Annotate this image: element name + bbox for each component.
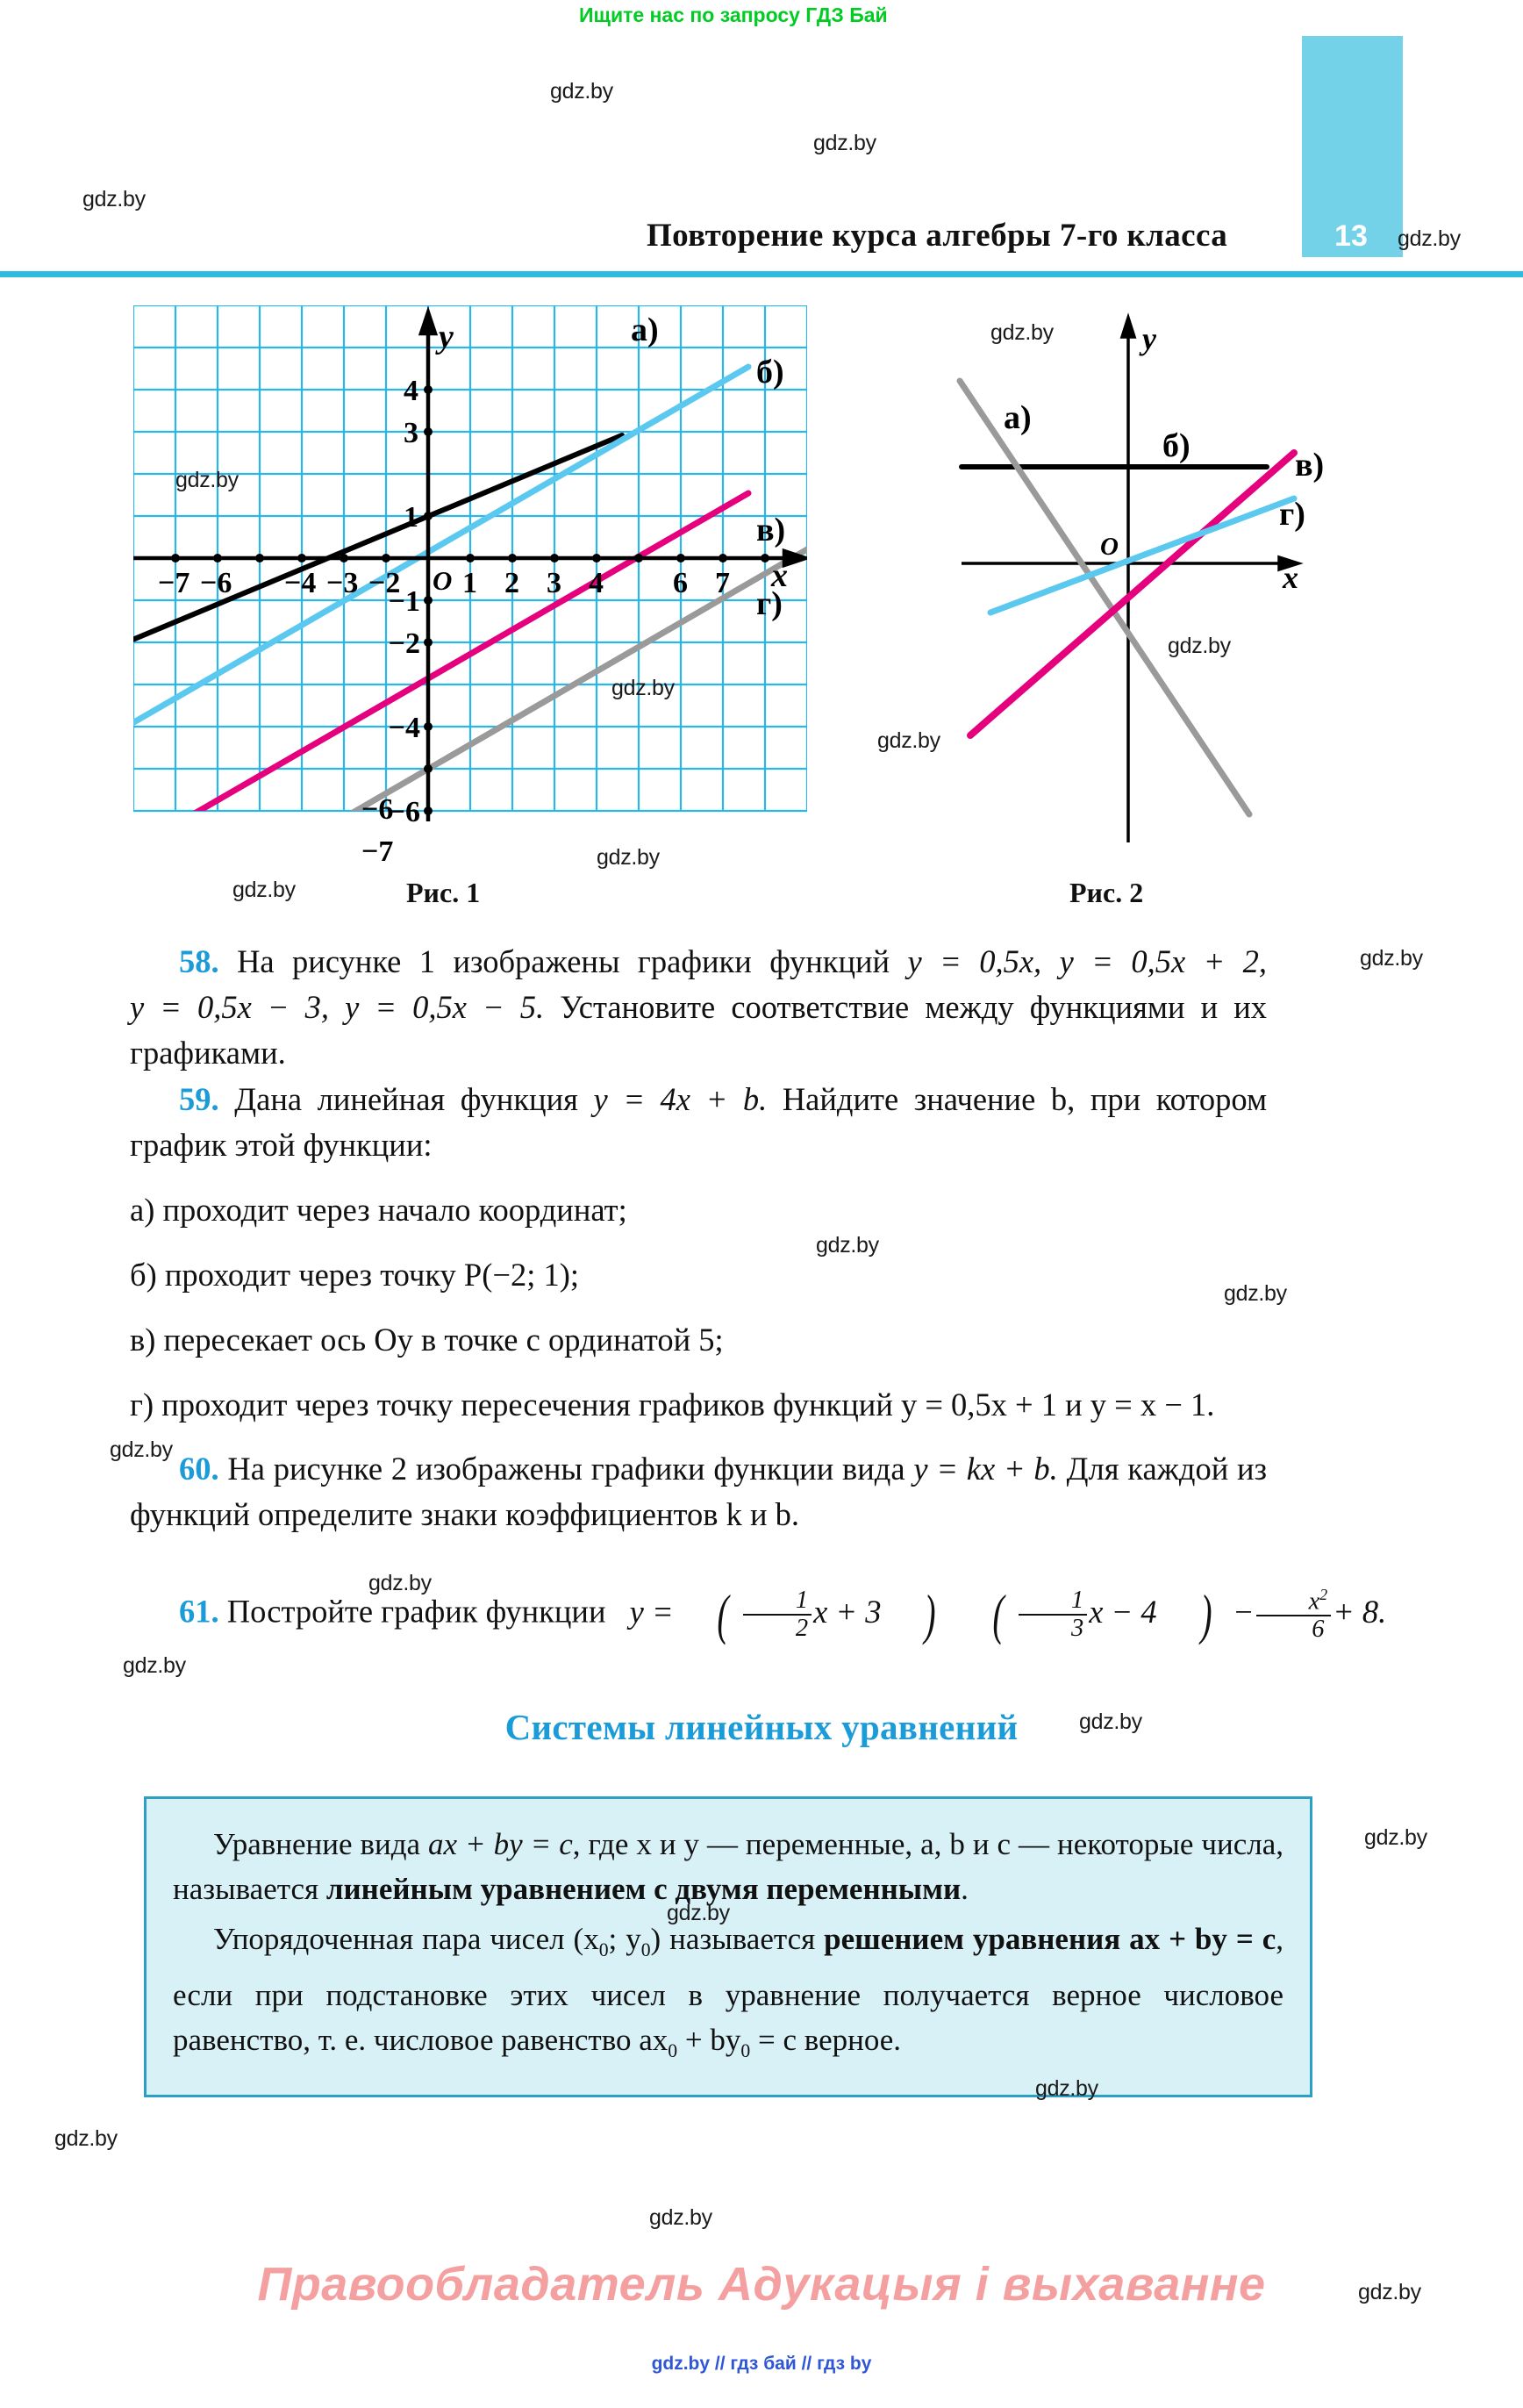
- exercise-59-item-a: а) проходит через начало координат;: [130, 1192, 627, 1228]
- watermark: gdz.by: [1035, 2076, 1098, 2101]
- watermark: gdz.by: [175, 468, 239, 492]
- svg-text:x: x: [771, 557, 788, 594]
- svg-text:O: O: [1100, 533, 1119, 561]
- watermark: gdz.by: [110, 1437, 173, 1462]
- svg-text:−2: −2: [388, 627, 420, 660]
- exercise-58-text-b: Установите соответствие между функциями и их графиками.: [130, 989, 1268, 1071]
- figure-1-caption: Рис. 1: [406, 877, 481, 908]
- svg-text:−6: −6: [388, 796, 420, 828]
- definition-paragraph-2: Упорядоченная пара чисел ($x_0$; $y_0$) называется решением уравнения ax + by = c, если при подстановке этих чисел в уравнение получается верное числовое равенство, т. е. числовое равенство $ax_0 + by_0 = c$ верное.: [173, 1922, 1283, 2061]
- exercise-59-item-g: г) проходит через точку пересечения графиков функций y = 0,5x + 1 и y = x − 1.: [130, 1387, 1215, 1423]
- svg-text:4: 4: [589, 567, 604, 599]
- watermark: gdz.by: [611, 676, 675, 700]
- fig2-label-g: г): [1279, 496, 1305, 533]
- exercise-59-formula: y = 4x + b.: [593, 1081, 768, 1117]
- svg-text:−4: −4: [284, 567, 317, 599]
- exercise-58-number: 58.: [179, 943, 219, 979]
- exercise-60: [130, 1446, 1267, 1537]
- fig1-label-g: г): [756, 585, 783, 622]
- svg-text:−2: −2: [368, 567, 401, 599]
- page-number: 13: [1334, 219, 1368, 253]
- svg-text:6: 6: [673, 567, 688, 599]
- fraction-one-third: $\frac{1}{3}$: [1019, 1587, 1087, 1642]
- fig2-label-b: б): [1162, 427, 1191, 464]
- watermark: gdz.by: [1398, 226, 1461, 251]
- exercise-61-f2-rest: x − 4: [1089, 1593, 1157, 1630]
- exercise-58-text-a: На рисунке 1 изображены графики функций: [237, 943, 890, 979]
- definition-paragraph-1: Уравнение вида ax + by = c, где x и y — переменные, a, b и c — некоторые числа, называется линейным уравнением с двумя переменными.: [173, 1827, 1283, 1906]
- fig1-label-a: а): [631, 312, 659, 348]
- svg-text:O: O: [433, 565, 453, 596]
- watermark: gdz.by: [368, 1571, 432, 1595]
- close-paren-icon: ): [924, 1583, 937, 1646]
- watermark: gdz.by: [1079, 1709, 1142, 1734]
- exercise-58-f1: y = 0,5x,: [907, 943, 1042, 979]
- watermark: gdz.by: [877, 728, 940, 753]
- exercise-60-formula: y = kx + b.: [913, 1451, 1058, 1487]
- svg-text:3: 3: [404, 417, 418, 449]
- svg-text:−6: −6: [200, 567, 232, 599]
- definition-box: [144, 1796, 1312, 2097]
- header-rule: [0, 271, 1523, 277]
- watermark: gdz.by: [54, 2126, 118, 2151]
- exercise-61-minus: −: [1233, 1593, 1255, 1630]
- fraction-one-half: $\frac{1}{2}$: [743, 1587, 812, 1642]
- figure-2: [870, 298, 1362, 860]
- exercise-58-f3: y = 0,5x − 3,: [130, 989, 330, 1025]
- exercise-61-lhs: y =: [629, 1593, 674, 1630]
- svg-text:y: y: [1142, 321, 1156, 356]
- page-title: Повторение курса алгебры 7-го класса: [647, 218, 1228, 254]
- watermark: gdz.by: [82, 187, 146, 211]
- svg-text:4: 4: [404, 375, 418, 407]
- exercise-61-number: 61.: [179, 1593, 219, 1630]
- watermark: gdz.by: [1224, 1281, 1287, 1306]
- watermark: gdz.by: [597, 845, 660, 870]
- footer-links[interactable]: gdz.by // гдз бай // гдз by: [651, 2354, 872, 2374]
- watermark: gdz.by: [816, 1233, 879, 1258]
- exercise-59-intro-a: Дана линейная функция: [234, 1081, 578, 1117]
- fig1-label-v: в): [756, 512, 786, 548]
- fig1-label-b: б): [756, 354, 784, 391]
- fig2-label-a: а): [1004, 399, 1032, 436]
- exercise-60-text-b: Для каждой из функций определите знаки коэффициентов k и b.: [130, 1451, 1268, 1532]
- svg-text:y: y: [439, 319, 454, 355]
- figure-1: y x O −7 −6 −4 −3 −2 1 2 3 4 6 7 4 3 1 −1 −2 −4 −6 а) б) в) г) −6 −7: [133, 305, 807, 854]
- exercise-59-item-v: в) пересекает ось Oy в точке с ординатой 5;: [130, 1322, 724, 1358]
- watermark: gdz.by: [667, 1901, 730, 1925]
- promo-banner: Ищите нас по запросу ГДЗ Бай: [579, 4, 888, 26]
- copyright-notice: Правообладатель Адукацыя і выхаванне: [257, 2258, 1266, 2311]
- svg-text:7: 7: [715, 567, 730, 599]
- watermark: gdz.by: [1360, 946, 1423, 971]
- svg-text:1: 1: [404, 501, 418, 534]
- watermark: gdz.by: [232, 878, 296, 902]
- svg-text:−4: −4: [388, 712, 420, 744]
- fig2-label-v: в): [1295, 447, 1325, 484]
- watermark: gdz.by: [1364, 1825, 1427, 1850]
- open-paren-icon: (: [716, 1583, 729, 1646]
- exercise-59-number: 59.: [179, 1081, 219, 1117]
- exercise-61-f1-rest: x + 3: [813, 1593, 882, 1630]
- svg-text:3: 3: [547, 567, 561, 599]
- exercise-61-text: Постройте график функции: [226, 1593, 606, 1630]
- watermark: gdz.by: [550, 79, 613, 104]
- exercise-59-intro-b: Найдите значение b, при котором график этой функции:: [130, 1081, 1268, 1163]
- close-paren-2-icon: ): [1199, 1583, 1212, 1646]
- svg-text:x: x: [1283, 560, 1298, 595]
- exercise-60-text-a: На рисунке 2 изображены графики функции вида: [227, 1451, 905, 1487]
- svg-text:2: 2: [504, 567, 519, 599]
- exercise-58: [130, 939, 1267, 1076]
- watermark: gdz.by: [990, 320, 1054, 345]
- watermark: gdz.by: [1358, 2280, 1421, 2304]
- figure-2-caption: Рис. 2: [1069, 877, 1144, 908]
- svg-text:−1: −1: [388, 585, 420, 618]
- watermark: gdz.by: [123, 1653, 186, 1678]
- fraction-x-squared-over-six: $\frac{x^2}{6}$: [1256, 1587, 1331, 1643]
- exercise-59: [130, 1077, 1267, 1428]
- section-title: Системы линейных уравнений: [504, 1707, 1019, 1747]
- exercise-59-item-b: б) проходит через точку P(−2; 1);: [130, 1257, 580, 1293]
- exercise-58-f4: y = 0,5x − 5.: [345, 989, 545, 1025]
- exercise-58-f2: y = 0,5x + 2,: [1059, 943, 1268, 979]
- watermark: gdz.by: [1168, 634, 1231, 658]
- svg-text:−7: −7: [158, 567, 190, 599]
- exercise-60-number: 60.: [179, 1451, 219, 1487]
- watermark: gdz.by: [649, 2205, 712, 2230]
- watermark: gdz.by: [813, 131, 876, 155]
- open-paren-2-icon: (: [992, 1583, 1005, 1646]
- exercise-61-tail: + 8.: [1333, 1593, 1387, 1630]
- svg-text:1: 1: [462, 567, 477, 599]
- svg-text:−3: −3: [326, 567, 359, 599]
